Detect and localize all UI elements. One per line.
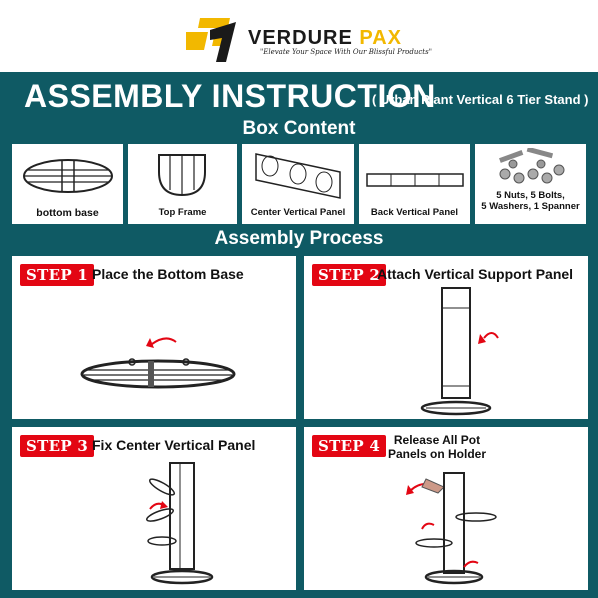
page-title: ASSEMBLY INSTRUCTION	[24, 78, 436, 114]
bottom-base-icon	[22, 156, 114, 196]
box-item-label: bottom base	[36, 207, 99, 219]
box-item-bottom-base	[12, 144, 123, 224]
box-item-label: Back Vertical Panel	[370, 207, 459, 218]
step-title: Place the Bottom Base	[92, 266, 244, 282]
box-item-label: Top Frame	[158, 207, 207, 218]
box-item-label: 5 Nuts, 5 Bolts, 5 Washers, 1 Spanner	[481, 190, 580, 212]
step-2-illustration	[414, 286, 504, 416]
step-4-illustration	[404, 467, 514, 587]
back-vertical-panel-icon	[365, 170, 465, 190]
product-subtitle: ( Urban Plant Vertical 6 Tier Stand )	[372, 92, 589, 107]
step-1-illustration	[72, 326, 242, 396]
box-item-label: Center Vertical Panel	[250, 207, 346, 218]
step-3-panel	[12, 427, 296, 590]
box-item-back-vertical-panel	[359, 144, 470, 224]
step-badge: STEP 2	[312, 264, 386, 286]
top-frame-icon	[156, 152, 208, 198]
box-item-hardware	[475, 144, 586, 224]
step-badge: STEP 4	[312, 435, 386, 457]
brand-name: VERDURE PAX	[248, 27, 402, 49]
assembly-process-heading: Assembly Process	[214, 228, 384, 249]
brand-header	[0, 0, 598, 72]
box-item-top-frame	[128, 144, 237, 224]
step-4-panel	[304, 427, 588, 590]
brand-logo-icon	[186, 16, 238, 64]
box-item-center-vertical-panel	[242, 144, 354, 224]
brand-tagline: "Elevate Your Space With Our Blissful Products"	[260, 48, 432, 56]
step-2-panel	[304, 256, 588, 419]
step-title: Release All Pot Panels on Holder	[388, 433, 487, 461]
step-badge: STEP 3	[20, 435, 94, 457]
step-3-illustration	[142, 461, 222, 587]
step-title: Fix Center Vertical Panel	[92, 437, 256, 453]
step-title: Attach Vertical Support Panel	[377, 266, 574, 282]
center-vertical-panel-icon	[252, 150, 344, 202]
step-badge: STEP 1	[20, 264, 94, 286]
nuts-bolts-icon	[493, 148, 569, 188]
step-1-panel	[12, 256, 296, 419]
box-content-heading: Box Content	[242, 118, 356, 139]
